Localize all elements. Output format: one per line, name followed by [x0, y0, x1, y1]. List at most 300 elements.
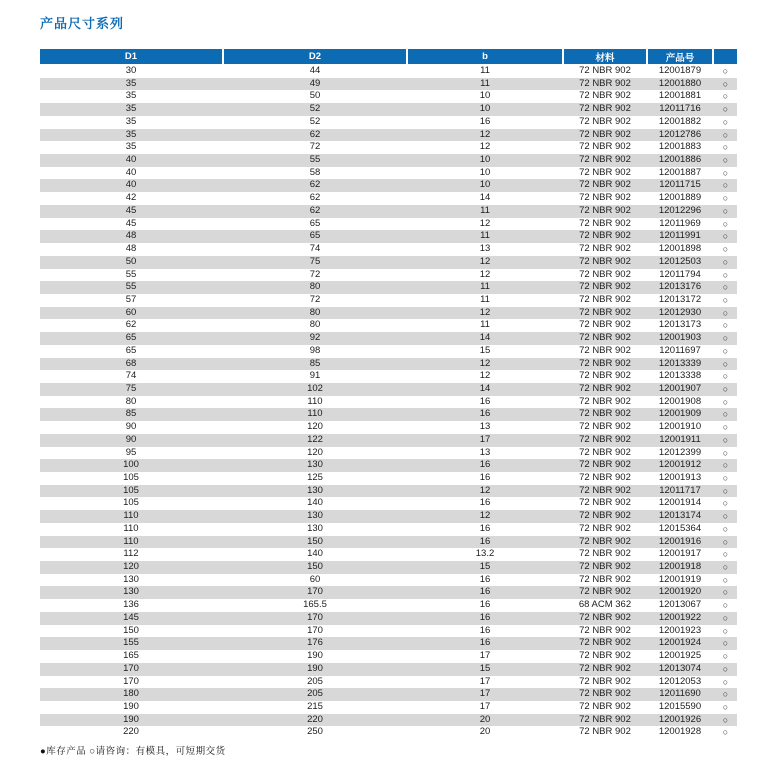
cell-b: 12 [479, 510, 491, 522]
cell-d1: 40 [125, 166, 137, 178]
col-header-b: b [408, 49, 562, 64]
cell-b: 13 [479, 421, 491, 433]
cell-b: 16 [479, 586, 491, 598]
cell-d1: 40 [125, 154, 137, 166]
table-row [40, 421, 737, 434]
cell-material: 72 NBR 902 [579, 497, 631, 509]
page-title: 产品尺寸系列 [40, 16, 125, 31]
cell-d1: 85 [125, 408, 137, 420]
cell-d2: 55 [309, 154, 321, 166]
cell-d2: 176 [307, 637, 323, 649]
cell-status: ○ [722, 244, 729, 255]
col-header-status [714, 49, 737, 64]
cell-b: 10 [479, 166, 491, 178]
cell-product-no: 12001882 [658, 115, 702, 127]
cell-product-no: 12001928 [658, 726, 702, 738]
cell-d2: 62 [309, 204, 321, 216]
cell-d1: 68 [125, 357, 137, 369]
cell-material: 72 NBR 902 [579, 637, 631, 649]
cell-status: ○ [722, 345, 729, 356]
cell-material: 72 NBR 902 [579, 624, 631, 636]
cell-material: 72 NBR 902 [579, 510, 631, 522]
cell-d1: 35 [125, 128, 137, 140]
cell-product-no: 12001909 [658, 408, 702, 420]
cell-product-no: 12001887 [658, 166, 702, 178]
cell-material: 72 NBR 902 [579, 586, 631, 598]
table-row [40, 434, 737, 447]
cell-d2: 62 [309, 179, 321, 191]
cell-product-no: 12001925 [658, 650, 702, 662]
cell-material: 72 NBR 902 [579, 662, 631, 674]
cell-b: 16 [479, 624, 491, 636]
table-row [40, 637, 737, 650]
table-row [40, 332, 737, 345]
cell-d1: 75 [125, 382, 137, 394]
cell-status: ○ [722, 320, 729, 331]
table-row [40, 510, 737, 523]
cell-material: 72 NBR 902 [579, 166, 631, 178]
cell-product-no: 12011991 [659, 230, 701, 242]
table-row [40, 688, 737, 701]
cell-status: ○ [722, 485, 729, 496]
table-row [40, 383, 737, 396]
cell-product-no: 12012930 [658, 306, 702, 318]
cell-d2: 130 [307, 510, 323, 522]
cell-b: 12 [479, 128, 491, 140]
cell-material: 72 NBR 902 [579, 217, 631, 229]
cell-product-no: 12012399 [658, 446, 702, 458]
cell-b: 16 [479, 573, 491, 585]
cell-material: 72 NBR 902 [579, 179, 631, 191]
cell-product-no: 12013174 [658, 510, 702, 522]
cell-product-no: 12001881 [658, 90, 702, 102]
cell-d2: 110 [307, 395, 323, 407]
cell-b: 15 [479, 662, 491, 674]
cell-d2: 122 [307, 433, 323, 445]
table-row [40, 154, 737, 167]
cell-d1: 65 [125, 332, 137, 344]
cell-d2: 91 [309, 370, 321, 382]
cell-status: ○ [722, 587, 729, 598]
cell-b: 20 [479, 726, 491, 738]
cell-product-no: 12013067 [658, 599, 702, 611]
cell-d1: 30 [125, 65, 137, 76]
cell-status: ○ [722, 104, 729, 115]
cell-d1: 190 [123, 700, 139, 712]
cell-b: 16 [479, 395, 491, 407]
cell-b: 15 [479, 561, 491, 573]
cell-status: ○ [722, 91, 729, 102]
cell-d1: 45 [125, 217, 137, 229]
cell-material: 72 NBR 902 [579, 65, 631, 76]
cell-status: ○ [722, 523, 729, 534]
table-row [40, 676, 737, 689]
cell-material: 72 NBR 902 [579, 255, 631, 267]
cell-d2: 120 [307, 446, 323, 458]
cell-d1: 35 [125, 115, 137, 127]
cell-d2: 52 [309, 103, 321, 115]
cell-product-no: 12011969 [659, 217, 701, 229]
cell-b: 14 [479, 382, 491, 394]
cell-d1: 100 [123, 459, 139, 471]
table-row [40, 281, 737, 294]
cell-material: 72 NBR 902 [579, 700, 631, 712]
cell-status: ○ [722, 689, 729, 700]
cell-b: 11 [480, 230, 490, 242]
cell-material: 72 NBR 902 [579, 204, 631, 216]
cell-material: 72 NBR 902 [579, 357, 631, 369]
cell-product-no: 12011697 [659, 344, 701, 356]
cell-b: 13.2 [475, 548, 495, 560]
cell-material: 72 NBR 902 [579, 433, 631, 445]
cell-material: 72 NBR 902 [579, 650, 631, 662]
cell-product-no: 12001922 [658, 611, 702, 623]
cell-d2: 44 [309, 65, 321, 76]
cell-d2: 170 [307, 624, 323, 636]
cell-material: 72 NBR 902 [579, 370, 631, 382]
cell-product-no: 12001880 [658, 77, 702, 89]
cell-material: 72 NBR 902 [579, 459, 631, 471]
cell-product-no: 12001883 [658, 141, 702, 153]
cell-product-no: 12011716 [659, 103, 701, 115]
cell-product-no: 12001924 [658, 637, 702, 649]
cell-material: 72 NBR 902 [579, 713, 631, 725]
cell-status: ○ [722, 460, 729, 471]
cell-d1: 180 [123, 688, 139, 700]
cell-b: 12 [479, 370, 491, 382]
cell-d1: 35 [125, 103, 137, 115]
cell-d2: 80 [309, 281, 321, 293]
cell-status: ○ [722, 549, 729, 560]
table-row [40, 523, 737, 536]
cell-product-no: 12011794 [659, 268, 701, 280]
table-row [40, 472, 737, 485]
product-size-table [40, 49, 737, 739]
cell-status: ○ [722, 473, 729, 483]
cell-status: ○ [722, 434, 729, 445]
cell-d1: 48 [125, 230, 137, 242]
cell-status: ○ [722, 663, 729, 674]
cell-d1: 145 [123, 611, 139, 623]
cell-product-no: 12001898 [658, 243, 702, 255]
cell-material: 68 ACM 362 [578, 599, 632, 611]
cell-product-no: 12001911 [659, 433, 701, 445]
cell-d1: 48 [125, 243, 137, 255]
cell-d2: 150 [307, 535, 323, 547]
cell-d2: 72 [309, 268, 321, 280]
cell-material: 72 NBR 902 [579, 90, 631, 102]
cell-d2: 140 [307, 548, 323, 560]
cell-d2: 125 [307, 472, 323, 483]
cell-status: ○ [722, 218, 729, 229]
cell-d2: 130 [307, 459, 323, 471]
cell-status: ○ [722, 574, 729, 585]
cell-b: 12 [479, 255, 491, 267]
cell-b: 17 [479, 688, 491, 700]
cell-d1: 90 [125, 433, 137, 445]
cell-d2: 85 [309, 357, 321, 369]
cell-material: 72 NBR 902 [579, 382, 631, 394]
cell-d1: 190 [123, 713, 139, 725]
cell-status: ○ [722, 78, 729, 89]
cell-d1: 105 [123, 472, 139, 483]
cell-d2: 65 [309, 217, 321, 229]
table-row [40, 116, 737, 129]
table-row [40, 726, 737, 739]
cell-d2: 62 [309, 128, 321, 140]
cell-d1: 110 [123, 510, 139, 522]
table-row [40, 243, 737, 256]
cell-d1: 130 [123, 573, 139, 585]
cell-d1: 57 [125, 293, 137, 305]
table-row [40, 586, 737, 599]
cell-product-no: 12001886 [658, 154, 702, 166]
cell-material: 72 NBR 902 [579, 115, 631, 127]
cell-material: 72 NBR 902 [579, 484, 631, 496]
cell-status: ○ [722, 294, 729, 305]
cell-d2: 220 [307, 713, 323, 725]
table-row [40, 103, 737, 116]
cell-d1: 130 [123, 586, 139, 598]
cell-status: ○ [722, 447, 729, 458]
cell-material: 72 NBR 902 [579, 230, 631, 242]
cell-d1: 155 [123, 637, 139, 649]
cell-status: ○ [722, 625, 729, 636]
cell-d1: 105 [123, 497, 139, 509]
cell-product-no: 12001907 [658, 382, 702, 394]
cell-d2: 62 [309, 192, 321, 204]
cell-material: 72 NBR 902 [579, 268, 631, 280]
cell-material: 72 NBR 902 [579, 446, 631, 458]
cell-d1: 65 [125, 344, 137, 356]
cell-material: 72 NBR 902 [579, 103, 631, 115]
cell-d2: 140 [307, 497, 323, 509]
cell-status: ○ [722, 600, 729, 611]
cell-status: ○ [722, 676, 729, 687]
cell-d2: 205 [307, 688, 323, 700]
cell-status: ○ [722, 511, 729, 522]
cell-status: ○ [722, 129, 729, 140]
cell-product-no: 12001889 [658, 192, 702, 204]
cell-d2: 58 [309, 166, 321, 178]
cell-material: 72 NBR 902 [579, 154, 631, 166]
table-row [40, 179, 737, 192]
cell-b: 16 [479, 497, 491, 509]
cell-d1: 45 [125, 204, 137, 216]
table-row [40, 497, 737, 510]
cell-d1: 35 [125, 77, 137, 89]
cell-d1: 95 [125, 446, 137, 458]
cell-product-no: 12001917 [658, 548, 702, 560]
cell-status: ○ [722, 562, 729, 573]
cell-d1: 55 [125, 268, 137, 280]
cell-d2: 98 [309, 344, 321, 356]
table-row [40, 65, 737, 78]
cell-d1: 110 [123, 522, 139, 534]
table-row [40, 599, 737, 612]
cell-material: 72 NBR 902 [579, 573, 631, 585]
cell-d2: 205 [307, 675, 323, 687]
cell-product-no: 12013172 [658, 293, 702, 305]
cell-material: 72 NBR 902 [579, 421, 631, 433]
cell-material: 72 NBR 902 [579, 535, 631, 547]
cell-d2: 49 [309, 77, 321, 89]
table-row [40, 612, 737, 625]
cell-product-no: 12001914 [658, 497, 702, 509]
cell-product-no: 12001923 [658, 624, 702, 636]
cell-d2: 130 [307, 522, 323, 534]
table-row [40, 358, 737, 371]
cell-status: ○ [722, 383, 729, 394]
table-header-row [40, 49, 737, 64]
cell-b: 16 [479, 535, 491, 547]
cell-material: 72 NBR 902 [579, 319, 631, 331]
cell-status: ○ [722, 651, 729, 662]
cell-status: ○ [722, 205, 729, 216]
cell-b: 10 [479, 154, 491, 166]
cell-product-no: 12001918 [658, 561, 702, 573]
table-row [40, 319, 737, 332]
cell-d1: 74 [125, 370, 137, 382]
cell-product-no: 12015590 [658, 700, 702, 712]
cell-b: 14 [479, 332, 491, 344]
cell-status: ○ [722, 422, 729, 433]
cell-status: ○ [722, 727, 729, 738]
col-header-d2: D2 [224, 49, 406, 64]
cell-d1: 120 [123, 561, 139, 573]
cell-b: 12 [479, 141, 491, 153]
table-row [40, 485, 737, 498]
cell-b: 12 [479, 306, 491, 318]
cell-d2: 72 [309, 293, 321, 305]
table-row [40, 294, 737, 307]
table-row [40, 78, 737, 91]
table-row [40, 345, 737, 358]
cell-b: 16 [479, 459, 491, 471]
cell-d1: 112 [123, 548, 139, 560]
cell-product-no: 12012786 [658, 128, 702, 140]
table-row [40, 256, 737, 269]
cell-b: 11 [480, 77, 490, 89]
cell-b: 13 [479, 243, 491, 255]
cell-status: ○ [722, 498, 729, 509]
cell-d1: 80 [125, 395, 137, 407]
cell-status: ○ [722, 231, 729, 242]
table-row [40, 447, 737, 460]
cell-product-no: 12012503 [658, 255, 702, 267]
table-row [40, 370, 737, 383]
cell-status: ○ [722, 269, 729, 280]
cell-product-no: 12011690 [659, 688, 701, 700]
cell-b: 20 [479, 713, 491, 725]
cell-status: ○ [722, 371, 729, 382]
cell-b: 12 [479, 484, 491, 496]
cell-b: 14 [479, 192, 491, 204]
table-row [40, 90, 737, 103]
cell-d1: 220 [123, 726, 139, 738]
cell-material: 72 NBR 902 [579, 141, 631, 153]
cell-material: 72 NBR 902 [579, 548, 631, 560]
cell-status: ○ [722, 155, 729, 166]
cell-material: 72 NBR 902 [579, 332, 631, 344]
cell-material: 72 NBR 902 [579, 77, 631, 89]
cell-material: 72 NBR 902 [579, 293, 631, 305]
table-row [40, 205, 737, 218]
cell-product-no: 12001912 [658, 459, 702, 471]
table-body [40, 65, 737, 739]
table-row [40, 167, 737, 180]
cell-b: 11 [480, 319, 490, 331]
cell-d2: 102 [307, 382, 323, 394]
cell-product-no: 12015364 [658, 522, 702, 534]
cell-d2: 190 [307, 662, 323, 674]
cell-product-no: 12011717 [659, 484, 701, 496]
cell-b: 10 [479, 103, 491, 115]
cell-material: 72 NBR 902 [579, 395, 631, 407]
cell-product-no: 12013074 [658, 662, 702, 674]
table-row [40, 536, 737, 549]
cell-d2: 170 [307, 586, 323, 598]
cell-product-no: 12012296 [658, 204, 702, 216]
cell-d1: 150 [123, 624, 139, 636]
cell-status: ○ [722, 282, 729, 293]
cell-b: 16 [479, 522, 491, 534]
cell-b: 12 [479, 357, 491, 369]
cell-d1: 50 [125, 255, 137, 267]
cell-status: ○ [722, 333, 729, 344]
table-row [40, 561, 737, 574]
cell-d2: 170 [307, 611, 323, 623]
cell-d1: 62 [125, 319, 137, 331]
cell-product-no: 12001908 [658, 395, 702, 407]
cell-status: ○ [722, 256, 729, 267]
cell-material: 72 NBR 902 [579, 472, 631, 483]
cell-d1: 165 [123, 650, 139, 662]
cell-d1: 35 [125, 90, 137, 102]
cell-b: 11 [480, 65, 490, 76]
cell-d2: 60 [309, 573, 321, 585]
cell-d1: 90 [125, 421, 137, 433]
cell-product-no: 12001910 [658, 421, 702, 433]
cell-status: ○ [722, 167, 729, 178]
cell-d2: 72 [309, 141, 321, 153]
cell-d2: 80 [309, 306, 321, 318]
table-row [40, 218, 737, 231]
cell-status: ○ [722, 193, 729, 204]
cell-b: 11 [480, 281, 490, 293]
cell-b: 13 [479, 446, 491, 458]
cell-product-no: 12001920 [658, 586, 702, 598]
cell-status: ○ [722, 409, 729, 420]
col-header-material: 材料 [564, 49, 646, 64]
cell-d2: 75 [309, 255, 321, 267]
cell-d1: 42 [125, 192, 137, 204]
cell-d1: 170 [123, 675, 139, 687]
cell-d2: 215 [307, 700, 323, 712]
cell-product-no: 12001913 [658, 472, 702, 483]
cell-product-no: 12001926 [658, 713, 702, 725]
cell-product-no: 12013339 [658, 357, 702, 369]
cell-b: 11 [480, 293, 490, 305]
cell-d2: 250 [307, 726, 323, 738]
cell-d1: 136 [123, 599, 139, 611]
cell-b: 15 [479, 344, 491, 356]
cell-b: 16 [479, 599, 491, 611]
cell-b: 16 [479, 472, 491, 483]
table-row [40, 408, 737, 421]
cell-material: 72 NBR 902 [579, 306, 631, 318]
table-row [40, 701, 737, 714]
